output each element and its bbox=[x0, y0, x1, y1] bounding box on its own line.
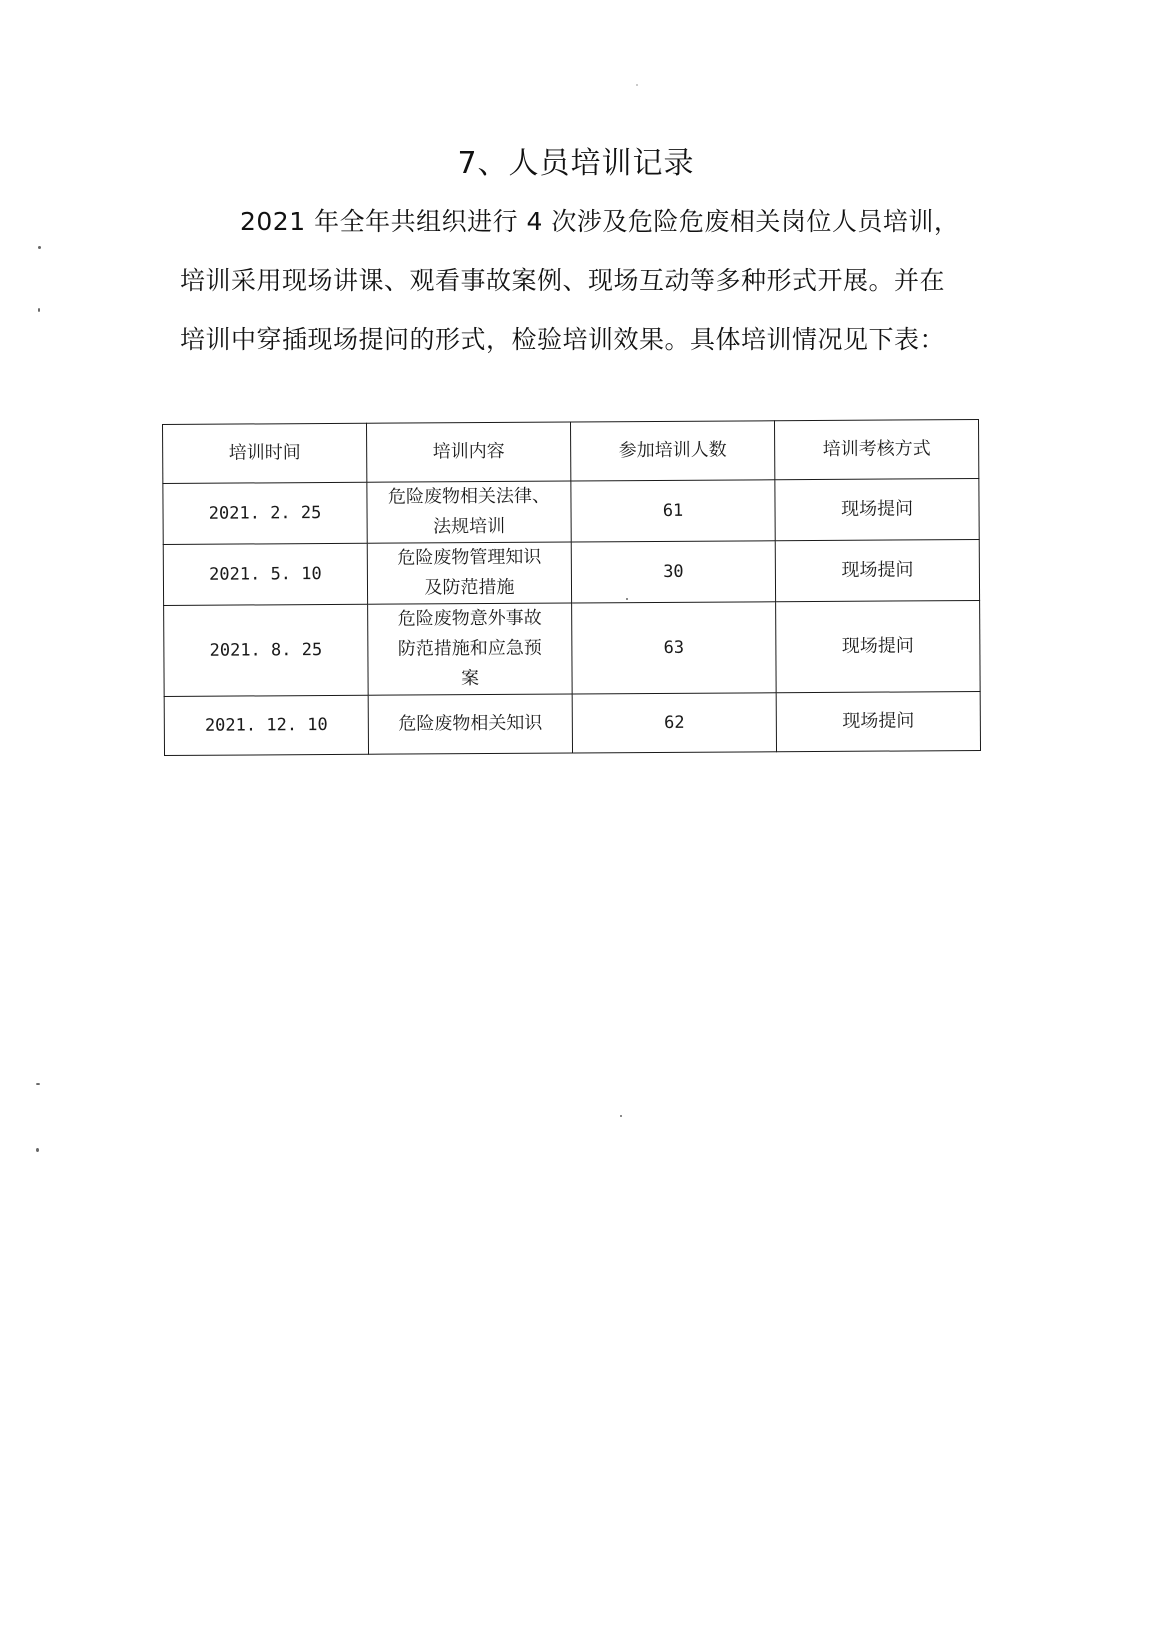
cell-content-line: 法规培训 bbox=[433, 515, 506, 538]
scan-speck bbox=[626, 598, 628, 600]
training-record-table bbox=[162, 419, 981, 756]
cell-method: 现场提问 bbox=[776, 601, 981, 693]
cell-content bbox=[368, 603, 573, 695]
table-header-row bbox=[163, 420, 979, 484]
cell-content-line: 危险废物相关知识 bbox=[398, 712, 543, 735]
header-method: 培训考核方式 bbox=[774, 420, 978, 480]
cell-date: 2021. 5. 10 bbox=[163, 543, 367, 605]
table-row bbox=[164, 692, 980, 756]
paragraph-line: 培训中穿插现场提问的形式，检验培训效果。具体培训情况见下表： bbox=[180, 325, 946, 354]
cell-date: 2021. 12. 10 bbox=[164, 695, 368, 755]
cell-content-line: 危险废物意外事故 bbox=[397, 607, 542, 630]
scan-speck bbox=[38, 308, 40, 312]
header-content: 培训内容 bbox=[366, 422, 570, 482]
scan-speck bbox=[36, 1083, 40, 1085]
header-count: 参加培训人数 bbox=[570, 421, 774, 481]
table-row bbox=[163, 540, 979, 606]
table-row bbox=[164, 601, 981, 697]
cell-date: 2021. 2. 25 bbox=[163, 482, 367, 544]
cell-date: 2021. 8. 25 bbox=[164, 604, 369, 696]
cell-content-line: 防范措施和应急预 bbox=[397, 637, 542, 660]
cell-count: 61 bbox=[571, 480, 775, 542]
paragraph-line: 培训采用现场讲课、观看事故案例、现场互动等多种形式开展。并在 bbox=[180, 266, 946, 295]
section-title: 7、人员培训记录 bbox=[457, 146, 695, 181]
table-row bbox=[163, 479, 979, 545]
scan-speck bbox=[38, 246, 41, 249]
cell-method: 现场提问 bbox=[775, 540, 979, 602]
intro-paragraph bbox=[180, 192, 990, 369]
cell-content bbox=[367, 542, 571, 604]
cell-count: 30 bbox=[571, 541, 775, 603]
paragraph-line: 2021 年全年共组织进行 4 次涉及危险危废相关岗位人员培训， bbox=[240, 207, 960, 236]
training-table-wrapper bbox=[162, 419, 980, 756]
header-date: 培训时间 bbox=[163, 423, 367, 483]
cell-content-line: 案 bbox=[460, 668, 480, 690]
scan-speck bbox=[620, 1115, 622, 1117]
cell-count: 62 bbox=[572, 693, 776, 753]
cell-count: 63 bbox=[572, 602, 777, 694]
cell-content bbox=[368, 694, 572, 754]
cell-content-line: 危险废物相关法律、 bbox=[387, 485, 551, 508]
cell-content-line: 及防范措施 bbox=[424, 576, 515, 599]
cell-method: 现场提问 bbox=[775, 479, 979, 541]
cell-content bbox=[367, 481, 571, 543]
cell-method: 现场提问 bbox=[776, 692, 980, 752]
scan-speck bbox=[636, 84, 638, 86]
cell-content-line: 危险废物管理知识 bbox=[397, 546, 542, 569]
scan-speck bbox=[36, 1148, 39, 1152]
